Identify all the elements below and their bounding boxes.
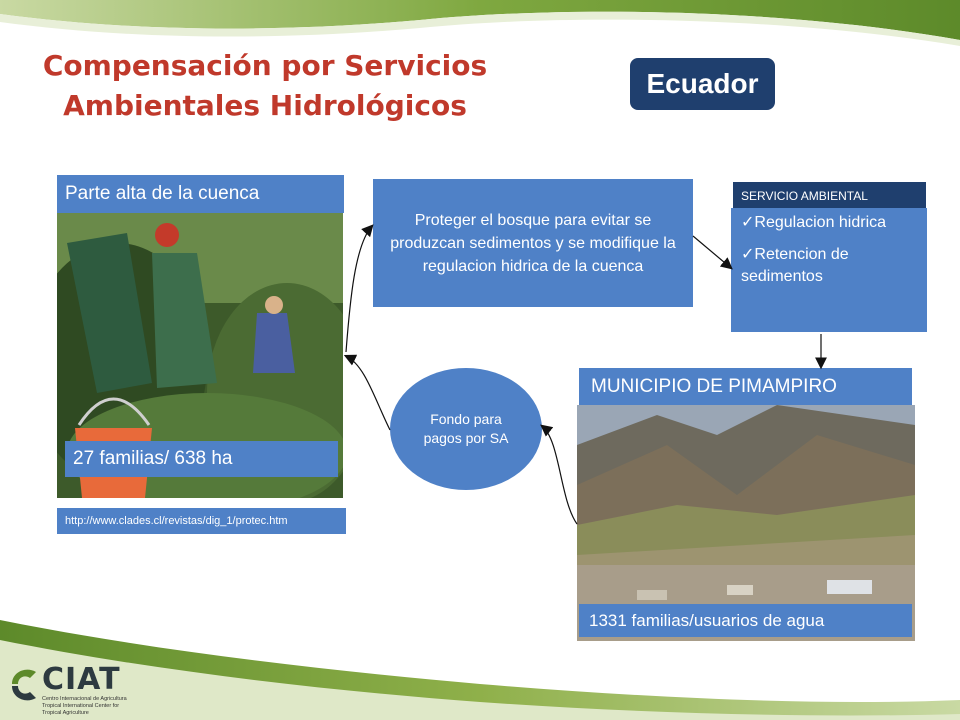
upper-basin-stat: 27 familias/ 638 ha [65,441,338,477]
fund-text: Fondo para pagos por SA [423,411,509,446]
ciat-logo-subtitle: Centro Internacional de Agricultura Tropical International Center for Tropical Agriculture [42,696,127,716]
ciat-logo-icon [8,664,40,704]
title-line-1: Compensación por Servicios [42,49,488,82]
municipality-stat: 1331 familias/usuarios de agua [579,604,912,637]
arrow-goal-to-service [693,236,731,268]
arrow-photo-to-goal [346,226,372,352]
arrow-municipality-to-fund [542,426,577,524]
goal-text: Proteger el bosque para evitar se produzcan sedimentos y se modifique la regulacion hidrica de la cuenca [390,211,676,275]
arrow-fund-to-photo [346,356,390,430]
service-header: SERVICIO AMBIENTAL [733,182,926,208]
check-icon: ✓ [741,214,755,231]
upper-basin-label: Parte alta de la cuenca [57,175,344,213]
municipality-label: MUNICIPIO DE PIMAMPIRO [579,368,912,405]
source-url[interactable]: http://www.clades.cl/revistas/dig_1/protec.htm [57,508,346,534]
country-badge: Ecuador [630,58,775,110]
ciat-logo-text: CIAT [42,662,121,697]
check-icon: ✓ [741,246,755,263]
service-item: ✓Regulacion hidrica [741,214,887,231]
title-line-2: Ambientales Hidrológicos [63,89,467,122]
service-item: ✓Retencion de sedimentos [741,246,849,285]
